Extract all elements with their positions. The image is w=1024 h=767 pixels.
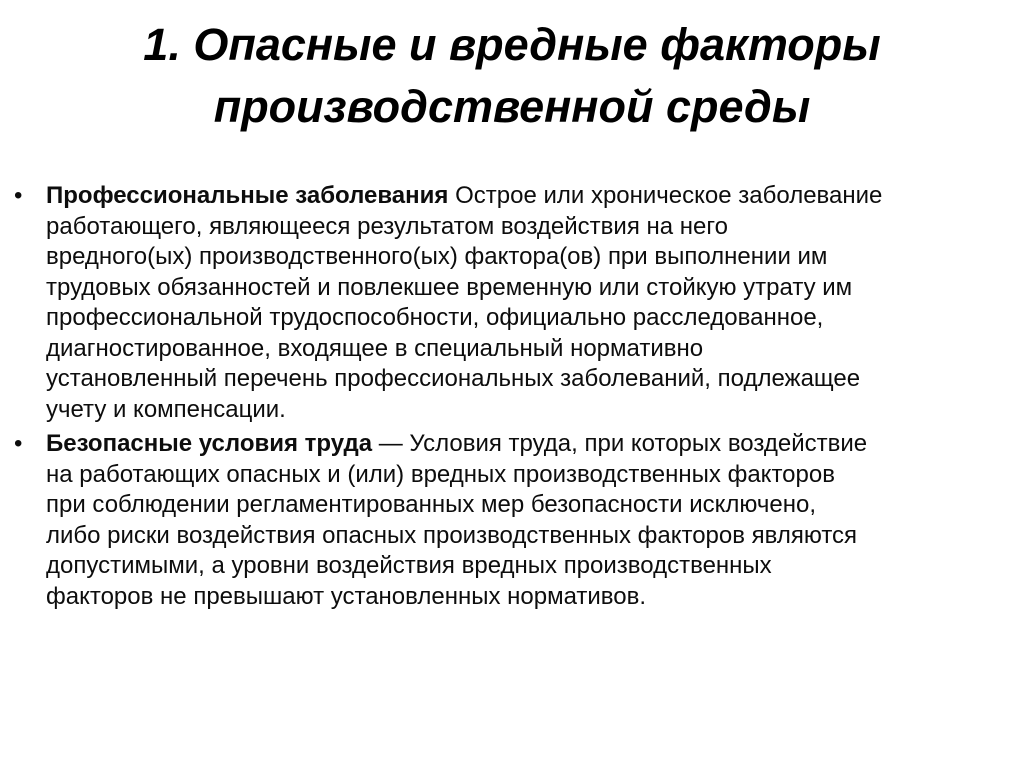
bullet-line: либо риски воздействия опасных производственных факторов являются <box>46 521 858 549</box>
term-safe-working-conditions: Безопасные условия труда <box>46 430 373 457</box>
bullet-marker: • <box>14 182 23 209</box>
definition-start: — Условия труда, при которых воздействие <box>372 430 868 457</box>
bullet-line: на работающих опасных и (или) вредных производственных факторов <box>46 460 835 488</box>
bullet-line: диагностированное, входящее в специальный нормативно <box>46 334 704 362</box>
bullet-line: работающего, являющееся результатом воздействия на него <box>46 212 728 240</box>
slide-title <box>40 14 984 138</box>
term-occupational-diseases: Профессиональные заболевания <box>46 182 449 209</box>
bullet-list <box>14 181 1014 616</box>
bullet-line: факторов не превышают установленных нормативов. <box>46 582 647 610</box>
bullet-safe-working-conditions <box>14 429 1014 612</box>
slide-title-line-1: 1. Опасные и вредные факторы <box>143 19 881 70</box>
bullet-line: установленный перечень профессиональных заболеваний, подлежащее <box>46 365 861 392</box>
bullet-line: при соблюдении регламентированных мер безопасности исключено, <box>46 491 817 518</box>
definition-start: Острое или хроническое заболевание <box>448 182 883 209</box>
slide-title-line-2: производственной среды <box>213 81 811 132</box>
bullet-line: учету и компенсации. <box>46 395 286 423</box>
bullet-line <box>46 429 1014 460</box>
bullet-line <box>46 181 1014 212</box>
bullet-line: трудовых обязанностей и повлекшее временную или стойкую утрату им <box>46 273 853 301</box>
bullet-line: вредного(ых) производственного(ых) фактора(ов) при выполнении им <box>46 243 828 270</box>
bullet-occupational-diseases <box>14 181 1014 425</box>
bullet-marker: • <box>14 430 23 457</box>
bullet-line: профессиональной трудоспособности, официально расследованное, <box>46 304 824 331</box>
bullet-line: допустимыми, а уровни воздействия вредных производственных <box>46 552 772 579</box>
